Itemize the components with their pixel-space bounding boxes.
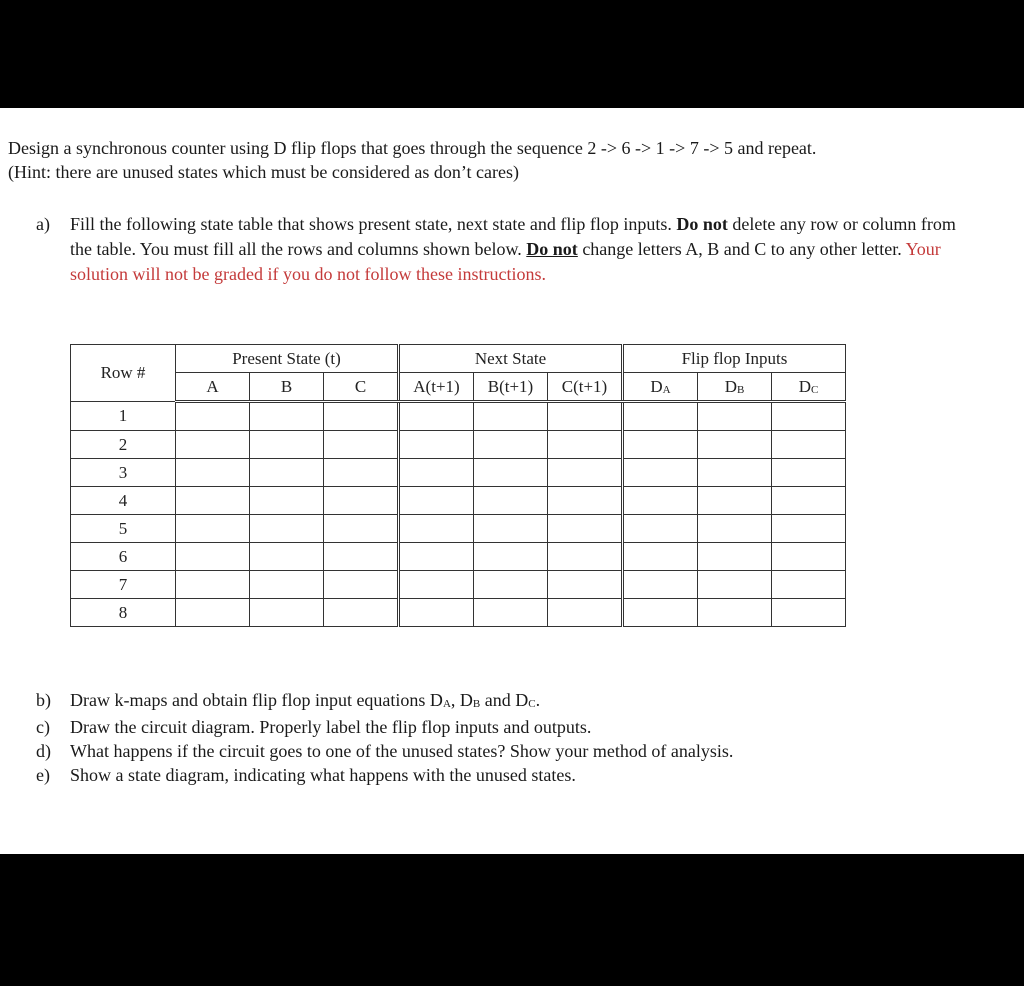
table-cell[interactable]	[474, 431, 548, 459]
next-col-2: B(t+1)	[474, 373, 548, 402]
part-a-label: a)	[36, 214, 50, 234]
row-number: 2	[71, 431, 176, 459]
document-page	[0, 108, 1024, 854]
problem-intro	[8, 136, 816, 184]
table-cell[interactable]	[474, 599, 548, 627]
table-cell[interactable]	[548, 402, 623, 431]
list-item-label: d)	[36, 741, 51, 761]
table-cell[interactable]	[250, 515, 324, 543]
table-cell[interactable]	[399, 543, 474, 571]
list-item-text: Show a state diagram, indicating what happens with the unused states.	[70, 765, 576, 785]
table-cell[interactable]	[250, 571, 324, 599]
table-cell[interactable]	[324, 431, 399, 459]
row-number: 5	[71, 515, 176, 543]
next-col-1: A(t+1)	[399, 373, 474, 402]
part-a-bold-2: Do not	[526, 239, 578, 259]
row-number: 3	[71, 459, 176, 487]
row-number-header: Row #	[71, 345, 176, 402]
ff-col-db: $D_B$	[698, 373, 772, 402]
table-cell[interactable]	[474, 543, 548, 571]
table-row	[71, 402, 846, 431]
table-cell[interactable]	[548, 543, 623, 571]
table-cell[interactable]	[623, 515, 698, 543]
table-cell[interactable]	[250, 402, 324, 431]
table-cell[interactable]	[399, 402, 474, 431]
table-row	[71, 487, 846, 515]
ff-col-dc: $D_C$	[772, 373, 846, 402]
table-cell[interactable]	[176, 543, 250, 571]
table-cell[interactable]	[698, 571, 772, 599]
table-cell[interactable]	[772, 543, 846, 571]
list-item-label: e)	[36, 765, 50, 785]
table-cell[interactable]	[176, 515, 250, 543]
part-a-text-3: change letters A, B and C to any other letter.	[582, 239, 902, 259]
table-cell[interactable]	[623, 402, 698, 431]
table-cell[interactable]	[399, 515, 474, 543]
table-row	[71, 599, 846, 627]
table-cell[interactable]	[474, 515, 548, 543]
table-cell[interactable]	[623, 487, 698, 515]
row-number: 7	[71, 571, 176, 599]
part-a-bold-1: Do not	[676, 214, 728, 234]
table-cell[interactable]	[474, 402, 548, 431]
table-cell[interactable]	[324, 515, 399, 543]
table-cell[interactable]	[772, 431, 846, 459]
table-row	[71, 515, 846, 543]
row-number: 8	[71, 599, 176, 627]
table-cell[interactable]	[324, 571, 399, 599]
table-cell[interactable]	[548, 515, 623, 543]
table-cell[interactable]	[772, 459, 846, 487]
present-col-c: C	[324, 373, 399, 402]
table-cell[interactable]	[548, 599, 623, 627]
part-a-text-1: Fill the following state table that shows present state, next state and flip flop inputs.	[70, 214, 672, 234]
flip-flop-inputs-header: Flip flop Inputs	[623, 345, 846, 373]
list-item	[36, 739, 733, 763]
table-cell[interactable]	[698, 487, 772, 515]
problem-statement: Design a synchronous counter using D flip flops that goes through the sequence 2 -> 6 -> 1 -> 7 -> 5 and repeat.	[8, 138, 817, 158]
row-number: 4	[71, 487, 176, 515]
table-cell[interactable]	[474, 571, 548, 599]
table-cell[interactable]	[772, 515, 846, 543]
table-cell[interactable]	[324, 543, 399, 571]
table-cell[interactable]	[250, 599, 324, 627]
next-col-3: C(t+1)	[548, 373, 623, 402]
table-cell[interactable]	[399, 599, 474, 627]
table-cell[interactable]	[698, 402, 772, 431]
table-cell[interactable]	[772, 402, 846, 431]
table-cell[interactable]	[176, 487, 250, 515]
list-item	[36, 715, 733, 739]
state-table	[70, 344, 846, 627]
table-cell[interactable]	[399, 487, 474, 515]
table-cell[interactable]	[250, 487, 324, 515]
table-cell[interactable]	[324, 487, 399, 515]
table-cell[interactable]	[772, 599, 846, 627]
table-cell[interactable]	[623, 459, 698, 487]
part-a	[36, 212, 986, 287]
table-cell[interactable]	[623, 599, 698, 627]
list-item-text: Draw the circuit diagram. Properly label the flip flop inputs and outputs.	[70, 717, 592, 737]
table-cell[interactable]	[250, 543, 324, 571]
part-a-text-2: delete any row or column from the table. You must fill all the rows and columns shown below.	[70, 214, 956, 259]
table-cell[interactable]	[324, 599, 399, 627]
table-cell[interactable]	[698, 431, 772, 459]
table-row	[71, 543, 846, 571]
table-cell[interactable]	[698, 515, 772, 543]
table-cell[interactable]	[772, 487, 846, 515]
table-cell[interactable]	[250, 459, 324, 487]
table-cell[interactable]	[176, 431, 250, 459]
table-cell[interactable]	[474, 487, 548, 515]
table-cell[interactable]	[324, 402, 399, 431]
question-list	[36, 688, 733, 787]
row-number: 6	[71, 543, 176, 571]
table-cell[interactable]	[623, 571, 698, 599]
table-cell[interactable]	[623, 543, 698, 571]
table-cell[interactable]	[772, 571, 846, 599]
problem-hint: (Hint: there are unused states which must be considered as don’t cares)	[8, 162, 520, 182]
table-cell[interactable]	[250, 431, 324, 459]
table-cell[interactable]	[474, 459, 548, 487]
present-state-header: Present State (t)	[176, 345, 399, 373]
ff-col-da: $D_A$	[623, 373, 698, 402]
next-state-header: Next State	[399, 345, 623, 373]
table-cell[interactable]	[698, 543, 772, 571]
present-col-b: B	[250, 373, 324, 402]
table-row	[71, 459, 846, 487]
list-item-label: b)	[36, 690, 51, 710]
table-row	[71, 431, 846, 459]
list-item-text: Draw k-maps and obtain flip flop input equations $D_A$, $D_B$ and $D_C$.	[70, 690, 541, 710]
table-cell[interactable]	[548, 487, 623, 515]
table-cell[interactable]	[698, 459, 772, 487]
table-cell[interactable]	[176, 402, 250, 431]
list-item-text: What happens if the circuit goes to one of the unused states? Show your method of analysis.	[70, 741, 734, 761]
table-cell[interactable]	[176, 599, 250, 627]
part-a-text	[70, 212, 970, 287]
list-item	[36, 763, 733, 787]
table-cell[interactable]	[176, 571, 250, 599]
table-cell[interactable]	[399, 431, 474, 459]
table-cell[interactable]	[548, 431, 623, 459]
table-cell[interactable]	[548, 571, 623, 599]
table-cell[interactable]	[698, 599, 772, 627]
table-cell[interactable]	[324, 459, 399, 487]
table-row	[71, 571, 846, 599]
table-cell[interactable]	[176, 459, 250, 487]
table-cell[interactable]	[548, 459, 623, 487]
row-number: 1	[71, 402, 176, 431]
list-item	[36, 688, 733, 715]
table-cell[interactable]	[399, 571, 474, 599]
table-cell[interactable]	[399, 459, 474, 487]
list-item-label: c)	[36, 717, 50, 737]
part-a-warning: Your solution will not be graded if you do not follow these instructions.	[70, 239, 941, 284]
present-col-a: A	[176, 373, 250, 402]
table-cell[interactable]	[623, 431, 698, 459]
